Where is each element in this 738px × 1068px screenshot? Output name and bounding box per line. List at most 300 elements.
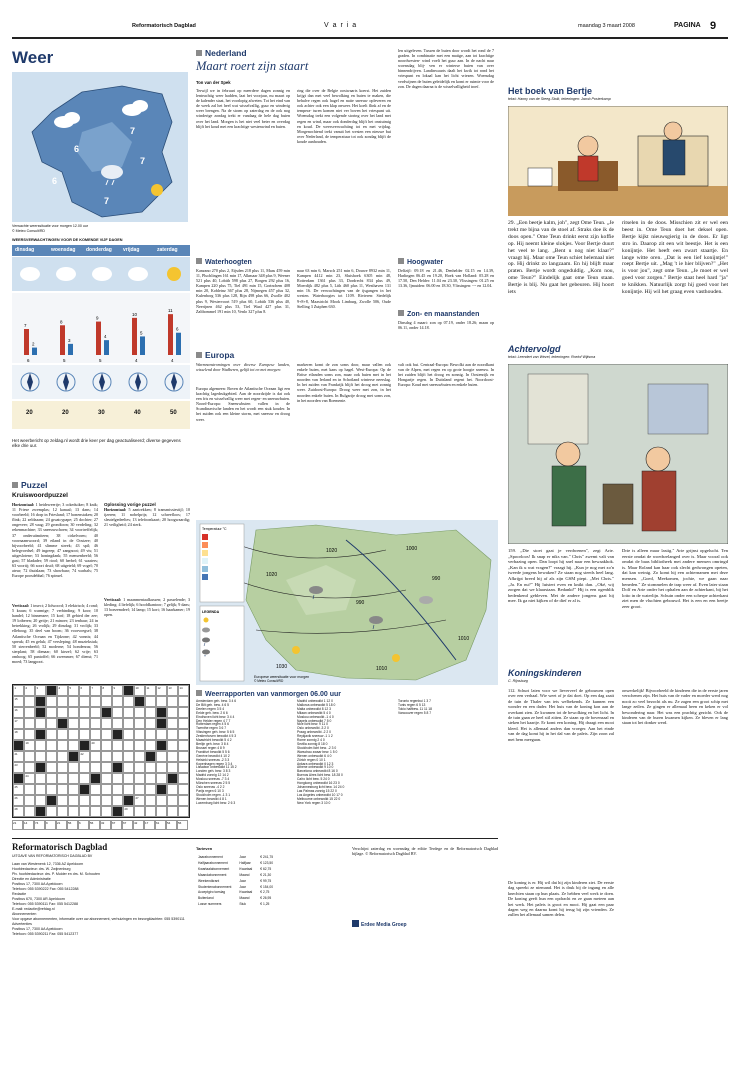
rate-price: € 62,75 bbox=[260, 866, 272, 871]
crossword-cell bbox=[123, 718, 134, 729]
rate-label: Acceptgiro toeslag bbox=[198, 890, 226, 895]
rate-price: € 154,00 bbox=[260, 884, 274, 889]
nederland-kicker bbox=[196, 48, 247, 58]
svg-text:*: * bbox=[204, 654, 206, 659]
crossword-cell bbox=[156, 718, 167, 729]
puzzel-kicker bbox=[12, 480, 47, 490]
weerrapporten-col3 bbox=[398, 700, 494, 716]
crossword-cell bbox=[35, 795, 46, 806]
crossword-cell bbox=[90, 762, 101, 773]
solution-strip-cell: 54 bbox=[166, 820, 177, 830]
crossword-cell bbox=[79, 740, 90, 751]
crossword-cell bbox=[178, 718, 189, 729]
zon-text: Dinsdag 4 maart: zon op 07.19, onder 18.26; maan op 06.11, onder 14.18. bbox=[398, 320, 494, 331]
table-cell: Berlijn geh. bew. 3 8 4 bbox=[196, 741, 229, 746]
nederland-section bbox=[196, 48, 498, 253]
crossword-cell bbox=[112, 707, 123, 718]
solution-strip-cell: 67 bbox=[111, 820, 122, 830]
table-cell: Vancouver regen 5 8 7 bbox=[398, 710, 432, 715]
crossword-cell bbox=[13, 806, 24, 817]
crossword-cell-number: 29 bbox=[124, 807, 128, 811]
solution-strip-cell: 74 bbox=[34, 820, 45, 830]
crossword-cell bbox=[101, 729, 112, 740]
masthead-paper: Reformatorisch Dagblad bbox=[132, 23, 196, 29]
crossword-cell bbox=[167, 696, 178, 707]
forecast-min-bar bbox=[68, 344, 73, 355]
forecast-min-bar bbox=[104, 340, 109, 355]
crossword-cell bbox=[68, 718, 79, 729]
crossword-cell-number: 21 bbox=[14, 752, 18, 756]
forecast-icons bbox=[12, 257, 190, 291]
legend-title: LEGENDA bbox=[202, 610, 220, 614]
weather-title: Weer bbox=[12, 48, 54, 67]
crossword-solution-strip bbox=[12, 820, 188, 830]
crossword-cell bbox=[46, 718, 57, 729]
forecast-wind-row bbox=[12, 365, 190, 399]
colofon-line: Postbus 17, 7300 AA Apeldoorn bbox=[12, 927, 63, 931]
crossword-cell bbox=[123, 762, 134, 773]
table-row bbox=[198, 862, 279, 866]
bertje-credit-text: Hanny van de Steeg-Stolk, tekeningen: Jacob Posterkamp bbox=[517, 97, 611, 101]
crossword-cell bbox=[68, 773, 79, 784]
crossword-cell bbox=[35, 751, 46, 762]
cloud-icon bbox=[419, 596, 433, 604]
crossword-cell bbox=[134, 729, 145, 740]
crossword-cell bbox=[101, 685, 112, 696]
oplossing-title: Oplossing vorige puzzel bbox=[104, 502, 156, 507]
weerrapporten-section bbox=[196, 690, 498, 832]
crossword-cell bbox=[79, 707, 90, 718]
table-row bbox=[198, 891, 279, 895]
masthead-page-label: PAGINA bbox=[674, 22, 701, 29]
crossword-cell bbox=[57, 729, 68, 740]
puzzel-section bbox=[12, 480, 190, 835]
rate-price: € 21,30 bbox=[260, 872, 272, 877]
crossword-cell-number: 18 bbox=[14, 730, 18, 734]
table-cell: Stockholm licht bew. -2 3 0 bbox=[297, 745, 337, 750]
table-row bbox=[196, 802, 239, 806]
map-temp: 6 bbox=[74, 144, 80, 154]
crossword-cell bbox=[57, 718, 68, 729]
table-cell: Den Helder regen 4 7 7 bbox=[196, 718, 231, 723]
crossword-cell bbox=[145, 806, 156, 817]
crossword-cell bbox=[35, 729, 46, 740]
isobar-label: 990 bbox=[356, 600, 365, 606]
rate-per: Kwartaal bbox=[239, 866, 253, 871]
forecast-max-bar bbox=[168, 314, 173, 355]
colofon-rule bbox=[12, 838, 498, 839]
crossword-cell bbox=[57, 773, 68, 784]
crossword-cell bbox=[112, 740, 123, 751]
table-cell: Hongkong onbewolkt 16 23 0 bbox=[297, 781, 340, 786]
crossword-cell bbox=[123, 806, 134, 817]
colofon-line: Telefoon: 055 5390222 Fax: 055 5412288 bbox=[12, 887, 79, 891]
colofon-line: Abonnementen bbox=[12, 912, 37, 916]
hoogwater-text: Delfzijl: 09.18 en 21.46, Denhelder 02.15 en 14.39, Harlingen 06.45 en 19.20, Hoek van Holland: 05.28 en 17.50, Den Helder: 11.04 en 23.30, Vlissingen: 01.25 en 13.36, Ijmuiden: 06.00 en 18.30, Vlissingen: --- en 12.04. bbox=[398, 268, 494, 289]
table-cell: Melbourne onbewolkt 15 22 0 bbox=[297, 796, 341, 801]
bertje-section bbox=[508, 86, 728, 338]
table-cell: Eelde geh. bew. 2 6 6 bbox=[196, 710, 228, 715]
table-cell: Tunis regen 6 5 13 bbox=[398, 702, 426, 707]
oplossing-horizontaal bbox=[104, 507, 190, 597]
crossword-cell bbox=[13, 773, 24, 784]
nederland-headline: Maart roert zijn staart bbox=[196, 59, 309, 73]
crossword-cell bbox=[90, 784, 101, 795]
crossword-cell bbox=[123, 784, 134, 795]
crossword-cell-number: 11 bbox=[146, 686, 150, 690]
crossword-cell bbox=[134, 762, 145, 773]
nederland-col1: Terwijl we in februari op meerdere dagen zonnig en lenteachtig weer hadden, laat het voorjaar, nu maart op de kalender staat, het voorlopig afweten. Tot het eind van de week zal het heel wat wisselvallig, guur en winderig weer brengen. Na de storm op zaterdag en de ook nog winderige zondag trekt er vandaag de hele dag buien over het land. Morgen is het niet veel beter en overdag blijft het koud met een krachtige westenwind en buien. bbox=[196, 88, 290, 129]
forecast-max-bar bbox=[24, 329, 29, 355]
rate-per: Kwartaal bbox=[239, 890, 253, 895]
crossword-cell bbox=[145, 707, 156, 718]
table-cell: New York regen 3 10 0 bbox=[297, 800, 331, 805]
rate-label: Halfjaarabonnement bbox=[198, 860, 228, 865]
crossword-cell bbox=[134, 773, 145, 784]
table-cell: Toronto regenbui 1 3 7 bbox=[398, 699, 431, 703]
table-cell: Brussel regen 4 8 9 bbox=[196, 745, 225, 750]
colofon-line: Redactie bbox=[12, 892, 27, 896]
crossword-cell bbox=[13, 718, 24, 729]
table-cell: Luxemburg licht bew. 2 6 3 bbox=[196, 800, 236, 805]
isobar-label: 1000 bbox=[406, 546, 418, 552]
colofon-line: Laan van Westenenk 12, 7336 AZ Apeldoorn bbox=[12, 862, 84, 866]
rate-label: Weekendkrant bbox=[198, 878, 220, 883]
legend-temperature-label: Temperatuur °C bbox=[202, 527, 227, 531]
crossword-cell bbox=[68, 762, 79, 773]
rate-price: € 26,95 bbox=[260, 896, 272, 901]
table-cell: Praag onbewolkt -2 2 0 bbox=[297, 730, 331, 735]
crossword-cell bbox=[90, 718, 101, 729]
crossword-cell bbox=[24, 784, 35, 795]
crossword-cell bbox=[156, 685, 167, 696]
sun-percentage: 20 bbox=[26, 410, 33, 416]
table-cell: Malta onbewolkt 8 12 3 bbox=[297, 706, 331, 711]
forecast-title: WEERSVERWACHTINGEN VOOR DE KOMENDE VIJF DAGEN bbox=[12, 238, 123, 242]
crossword-cell bbox=[57, 795, 68, 806]
crossword-cell bbox=[134, 806, 145, 817]
crossword-cell bbox=[178, 795, 189, 806]
table-cell: Ankara onbewolkt 0 12 3 bbox=[297, 761, 334, 766]
crossword-cell bbox=[24, 773, 35, 784]
nederland-col3: len uitgeleven. Tussen de buien door wordt het rond de 7 graden. In combinatie met een matige, aan tot krachtige noordwesten- wind voelt het guur aan. In de nacht naar woensdag blij- ven er winterse buien van over binnendrijven. Landinwaarts daalt het kwik tot rond het vriespunt en lokaal kan het licht vriezen. Woensdag verdwijnen de buien geleidelijk en komt er ruimte voor de zon. De dagen daarna is de wisselvalligheid troef. bbox=[398, 48, 494, 89]
crossword-cell bbox=[46, 696, 57, 707]
crossword-cell bbox=[68, 806, 79, 817]
crossword-cell-number: 25 bbox=[14, 785, 18, 789]
crossword-cell bbox=[13, 740, 24, 751]
sun-icon bbox=[204, 618, 209, 623]
cloud-icon bbox=[56, 267, 76, 281]
crossword-cell-number: 28 bbox=[14, 807, 18, 811]
crossword-cell-number: 17 bbox=[14, 719, 18, 723]
isobar-label: 1010 bbox=[458, 636, 470, 642]
crossword-cell bbox=[156, 773, 167, 784]
europa-intro: Warmnenstromingen over diverse Europese landen, wisselend door Wadberen, gelijk tot en met morgen: bbox=[196, 362, 290, 373]
verticaal-clues: 1 insect; 2 lidwoord; 3 elektrisch; 4 rond; 5 kraan; 6 warmtge; 7 verbinding; 9 koor; 10 handel; 12 binnenzee; 15 korf; 18 gebied der zee; 19 lotberen; 20 geitje; 21 minoer; 23 tenbaar; 24 in betrekking; 26 vrolijk; 29 dinsdag; 31 vrolijk; 33 elleboog; 35 deel van boom; 36 voorvoegsel; 38 Atlantische Oceaan en Tijdzone; 42 vonnis; 44 spreuk; 45 en geluk; 47 versleping; 48 muziekstuk; 50 sterrenbeeld; 52 moderne; 54 hondenras; 56 sierplant; 58 dienaar; 60 kiezel; 62 vrije; 63 omhoog; 65 pantoffel; 66 zwemmer; 67 dienst; 71 moed; 73 langpoot. bbox=[12, 603, 98, 665]
map-temp: 7 bbox=[140, 156, 146, 166]
crossword-cell bbox=[167, 762, 178, 773]
table-cell: Maastricht bewolkt 5 4 2 bbox=[196, 738, 232, 743]
forecast-max-label: 7 bbox=[24, 323, 27, 328]
table-cell: Eindhoven licht bew. 3 4 4 bbox=[196, 714, 235, 719]
crossword-cell bbox=[35, 762, 46, 773]
masthead bbox=[12, 20, 728, 34]
koningskinderen-section bbox=[508, 668, 728, 1060]
crossword-cell bbox=[46, 729, 57, 740]
koningskinderen-col3: onwerkelijk! Bijvoorbeeld de kinderen die in de eerste jaren verschenen zijn. Het huis van de vader en moeder werd nog nooit zo veel bezocht als nu. Ze zagen een groot schip met lange zeilen. Ze gingen er allemaal heen en keken er vol bewondering naar. Het was een prachtig gezicht. Ook de kinderen van de buren kwamen kijken. Ze bleven er lang staan tot het donker werd. bbox=[622, 688, 728, 726]
table-row bbox=[198, 897, 279, 901]
forecast-max-label: 8 bbox=[60, 319, 63, 325]
crossword-cell bbox=[134, 751, 145, 762]
table-cell: Helsinki sneeuw -2 3 3 bbox=[196, 757, 230, 762]
solution-strip-cell: 67 bbox=[122, 820, 133, 830]
bertje-col2: ritselen in de doos. Misschien zit er wel een beest in. Ome Teun doet het deksel open. Bertje kijkt nieuwsgierig in de doos. Er ligt stro in. Daarop zit een wit beestje. Het is een konijntje. Het heeft een zwart staartje. En lange witte oren. „Dat is een lief konijntje!" roept Bertje uit. „Mag 't ie hier blijven?" „Het is voor jou", zegt ome Teun. „Je moet er wel goed voor zorgen." Bertje staat heel hard "ja" te knikken. Natuurlijk zorgt hij goed voor het konijntje. Hij wil het graag even vasthouden. bbox=[622, 220, 728, 296]
crossword-cell-number: 3 bbox=[36, 686, 39, 690]
crossword-cell bbox=[13, 762, 24, 773]
table-row bbox=[297, 802, 346, 806]
crossword-cell bbox=[90, 795, 101, 806]
crossword-cell bbox=[101, 696, 112, 707]
cloud-icon bbox=[20, 267, 40, 281]
crossword-cell bbox=[112, 762, 123, 773]
forecast-wind-force: 5 bbox=[63, 358, 66, 363]
bertje-credit bbox=[508, 97, 728, 101]
puzzel-oplossing bbox=[104, 502, 190, 682]
crossword-cell bbox=[46, 795, 57, 806]
table-cell: Warschau zwaar bew. 1 5 0 bbox=[297, 749, 338, 754]
table-cell: Vlissingen geh. bew. 5 6 5 bbox=[196, 730, 235, 735]
crossword-cell bbox=[90, 696, 101, 707]
map-caption: Verwachte weerssituatie voor morgen 12.00 uur bbox=[12, 224, 89, 228]
nederland-col2: ring die over de Belgie oostwaarts koerst. Het zuiden krijgt dan met veel bewolking en buien te maken, die behalve regen ook hagel en natte sneeuw opleveren en ook achter ook een klap onweer. Het koelt flink af en de tempera- turen komen niet ver boven het vriespunt uit. Woensdag trekt een volgende storing over het land met regen en wind, maar ook donderdag blijft het onstuimig en koud. De weersverwachting tot en met vrijdag. Morgenochtend trekt vanuit het westen een nieuwe bui over Nederland, de temperatuur tot ook zondag blijft de koude aanhouden. bbox=[297, 88, 391, 144]
table-cell: München sneeuw 2 5 5 bbox=[196, 781, 231, 786]
crossword-cell bbox=[24, 696, 35, 707]
table-cell: Reykjavik sneeuw -1 1 2 bbox=[297, 734, 333, 739]
crossword-cell bbox=[178, 729, 189, 740]
colofon-line: Postbus 670, 7300 AR Apeldoorn bbox=[12, 897, 65, 901]
colofon-bottom: Verschijnt zaterdag en woensdag de editie Terdege en de Reformatorisch Dagblad bijlage. © Reformatorisch Dagblad BV. bbox=[352, 846, 498, 857]
sun-icon bbox=[151, 184, 163, 196]
table-cell: Napels onbewolkt 7 5 0 bbox=[297, 718, 332, 723]
crossword-cell bbox=[79, 729, 90, 740]
crossword-cell bbox=[145, 729, 156, 740]
sun-percentage: 50 bbox=[170, 410, 177, 416]
forecast-min-label: 3 bbox=[68, 337, 71, 343]
colofon-line: Plv. hoofdredacteur: drs. P. Mulder en drs. M. Schouten bbox=[12, 872, 100, 876]
puzzel-kicker-text: Puzzel bbox=[21, 480, 48, 490]
crossword-cell bbox=[101, 740, 112, 751]
crossword-cell bbox=[178, 784, 189, 795]
table-cell: Sevilla zonnig 8 18 0 bbox=[297, 741, 328, 746]
achtervolgd-credit-label: tekst: bbox=[508, 355, 517, 359]
oplossing-v-text: 1 maanmentaalkussen; 2 passelende; 3 kleding; 4 liefelijk; 6 hoofdkantoor; 7 gelijk; 9 dans; 13 boezemdeel; 14 lamp; 15 kort; 16 haarkamer; 19 open. bbox=[104, 597, 190, 618]
rate-label: Maandabonnement bbox=[198, 872, 227, 877]
crossword-cell bbox=[101, 707, 112, 718]
crossword-cell bbox=[178, 740, 189, 751]
forecast-min-label: 6 bbox=[176, 326, 179, 332]
rate-price: € 241,75 bbox=[260, 855, 274, 859]
crossword-cell bbox=[145, 762, 156, 773]
koningskinderen-credit: C. Rijnsburg bbox=[508, 679, 528, 683]
crossword-cell bbox=[79, 795, 90, 806]
legend-box bbox=[200, 606, 244, 681]
table-cell: Rome zonnig 2 4 0 bbox=[297, 738, 325, 743]
table-cell: Rotterdam regen 4 5 6 bbox=[196, 722, 229, 727]
table-cell: Zestienhoven bewolkt 4 5 3 bbox=[196, 734, 237, 739]
rate-per: Stuk bbox=[239, 902, 246, 907]
bertje-illustration bbox=[508, 106, 728, 216]
solution-strip-cell: 14 bbox=[23, 820, 34, 830]
crossword-cell bbox=[35, 696, 46, 707]
table-cell: Caïro licht bew. 5 24 0 bbox=[297, 777, 330, 782]
media-brand bbox=[352, 920, 407, 928]
europa-col1: Europa algemeen: Boven de Atlantische Oceaan ligt een krachtig lagedrukgebied. Aan de noordzijde is dat ook een fris en wisselvallig weer met regen- en sneeuwbuien. Noord-Europa: Sneeuwbuien vallen in de Scandinavische landen en het wordt een stuk kouder. In het zuiden ook een kleine storm, met sneeuw en droog weer. bbox=[196, 386, 290, 422]
forecast-grid bbox=[12, 245, 190, 435]
table-cell: Lissabon onbewolkt 11 15 2 bbox=[196, 765, 237, 770]
table-cell: Los Angeles onbewolkt 10 17 0 bbox=[297, 792, 343, 797]
crossword-cell bbox=[178, 806, 189, 817]
crossword-cell bbox=[123, 685, 134, 696]
crossword-cell-number: 27 bbox=[135, 796, 139, 800]
rate-per: Halfjaar bbox=[239, 860, 251, 865]
crossword-cell bbox=[24, 729, 35, 740]
weather-summary: Het weerbericht op zeldag.nl wordt drie keer per dag geactualiseerd; diverse gegevens elke drie uur. bbox=[12, 438, 181, 449]
weerrapporten-title-text: Weerrapporten van vanmorgen 06.00 uur bbox=[205, 691, 342, 698]
map-temp: 7 bbox=[104, 196, 110, 206]
crossword-cell bbox=[13, 707, 24, 718]
table-row bbox=[198, 868, 279, 872]
crossword-cell bbox=[68, 696, 79, 707]
media-brand-logo-icon bbox=[352, 920, 359, 927]
sun-percentage: 30 bbox=[98, 410, 105, 416]
table-cell: Wenen onbewolkt 6 4 0 bbox=[297, 753, 332, 758]
hoogwater-title-text: Hoogwater bbox=[407, 259, 444, 266]
crossword-cell bbox=[90, 773, 101, 784]
europe-map-credit: © Meteo Consult/RD bbox=[254, 679, 284, 683]
crossword-cell bbox=[145, 795, 156, 806]
crossword-cell bbox=[167, 784, 178, 795]
crossword-cell-number: 12 bbox=[157, 686, 161, 690]
rate-label: Kwartaalabonnement bbox=[198, 866, 230, 871]
sun-icon bbox=[392, 654, 400, 662]
masthead-page-number: 9 bbox=[710, 20, 717, 32]
table-cell: Parijs regen 6 10 3 bbox=[196, 788, 224, 793]
colofon-line: Postbus 17, 7300 AA Apeldoorn bbox=[12, 882, 63, 886]
crossword-cell bbox=[156, 762, 167, 773]
isobar-label: 1020 bbox=[326, 548, 338, 554]
europa-kicker-text: Europa bbox=[205, 350, 235, 360]
crossword-cell bbox=[156, 795, 167, 806]
crossword-cell bbox=[79, 751, 90, 762]
crossword-cell bbox=[134, 740, 145, 751]
solution-strip-cell: 21 bbox=[56, 820, 67, 830]
waterhoogten-col1: Kanzano 270 plus 2, Eijsden 218 plus 11, Maas 459 min 11, Pluchlingen 161 min 17, Alkmaar 348 plus 9, Weener 521 plus 40, Lobith 598 plus 27, Borgen 292 plus 16, Kampen 220 plus 75, Tiel 491 min 15, Gorinchem 408 min 20, Kobleinz 367 plus 28, Nijmegen 457 plus 32, Kulenborg 536 plus 128, Rijn 498 plus 66, Zwolle 402 plus 9, Westervoort 519 plus 60, Lobith 536 plus 40, Neerijnen 462 plus 53, Tiel Waal 427 plus 31, Zaltbommel 191 min 10, Venlo 327 plus 8. bbox=[196, 268, 290, 314]
crossword-cell bbox=[134, 707, 145, 718]
crossword-cell bbox=[123, 696, 134, 707]
crossword-cell bbox=[145, 696, 156, 707]
forecast-day-label: dinsdag bbox=[15, 247, 35, 253]
table-row bbox=[198, 886, 279, 890]
crossword-cell bbox=[90, 707, 101, 718]
crossword-cell bbox=[134, 718, 145, 729]
crossword-cell bbox=[68, 740, 79, 751]
crossword-cell bbox=[24, 685, 35, 696]
weerrapporten-table bbox=[398, 700, 434, 716]
crossword-cell-number: 20 bbox=[91, 741, 95, 745]
isobar-label: 1010 bbox=[376, 666, 388, 672]
crossword-cell bbox=[145, 685, 156, 696]
sun-icon bbox=[292, 646, 300, 654]
forecast-max-label: 9 bbox=[96, 315, 99, 321]
crossword-cell bbox=[35, 740, 46, 751]
table-cell: Johannesburg licht bew. 14 24 0 bbox=[297, 784, 345, 789]
zon-title bbox=[398, 310, 479, 318]
crossword-cell bbox=[46, 685, 57, 696]
oplossing-h-text: 5 aantrekken; 8 transmissiestijl; 10 ijzeren; 11 nobelprijs; 12 schreefloos; 17 sleutelgedeeltes; 13 telefoonkaart; 20 hoogwaardig; 21 veiligheid; 24 sterk. bbox=[104, 507, 190, 528]
crossword-cell bbox=[167, 729, 178, 740]
achtervolgd-col2: Drie is alleen maar lastig." Arie grijnst opgelucht. Ten eerste omdat de woedsrelanged over is. Maar vooral ook omdat de baas bibliotheek met andere mensen omringd is. Maar Roland kan haar ook slecht gedwongen opeten, dat kan weinig. Zo komt hij een achternamen met deze mensen. „Goed, Meekomen, jochie, we gaan naar beneden." Ze stommelen de trap weer af. Even later staan Dolf en Arie onder het ophalen aan de achterkant, bij het lotto in de waterlijn. Schuin onder een scherpe achterkant ziet men de vluchten gebouwd. Het is een en een beetje zeer groot. bbox=[622, 548, 728, 609]
table-cell: Zürich regen 0 10 1 bbox=[297, 757, 326, 762]
koningskinderen-col2: De koning is er. Hij wil dat hij zijn kinderen ziet. De eerste dag spreekt ze niemand. Het is druk bij de ingang en alle knechten staan op hun plaats. Ze hebben veel werk te doen. De koning geeft hun een opdracht en ze gaan meteen aan het werk. Het paleis is groot en mooi. Hij gaat een paar dagen weg en daarna komt hij terug bij zijn vrienden. Ze zullen het allemaal samen delen. bbox=[508, 880, 614, 918]
colofon-line: Directie en Administratie bbox=[12, 877, 51, 881]
crossword-cell bbox=[46, 751, 57, 762]
nederland-kicker-text: Nederland bbox=[205, 48, 247, 58]
crossword-cell bbox=[167, 718, 178, 729]
crossword-cell bbox=[13, 795, 24, 806]
crossword-cell bbox=[145, 740, 156, 751]
forecast-temperature-bars bbox=[12, 293, 190, 363]
table-row bbox=[198, 903, 279, 907]
table-cell: Barcelona onbewolkt 8 16 0 bbox=[297, 769, 338, 774]
crossword-cell bbox=[134, 795, 145, 806]
verticaal-label: Verticaal: bbox=[12, 603, 30, 608]
weerrapporten-table bbox=[196, 700, 239, 805]
crossword-cell bbox=[35, 685, 46, 696]
crossword-cell bbox=[101, 773, 112, 784]
map-temp: 6 bbox=[52, 176, 58, 186]
solution-strip-cell: 6 bbox=[78, 820, 89, 830]
bertje-title: Het boek van Bertje bbox=[508, 86, 593, 96]
crossword-cell bbox=[101, 806, 112, 817]
forecast-max-bar bbox=[132, 318, 137, 355]
crossword-cell-number: 15 bbox=[14, 697, 18, 701]
crossword-cell bbox=[24, 751, 35, 762]
crossword-grid bbox=[12, 684, 190, 818]
colofon-line: Hoofdredacteur: drs. W. Zwijnenburg bbox=[12, 867, 71, 871]
crossword-cell bbox=[167, 740, 178, 751]
map-credit: © Meteo Consult/RD bbox=[12, 229, 46, 233]
table-cell: Oslo sneeuw -4 2 2 bbox=[196, 784, 225, 789]
crossword-cell bbox=[57, 751, 68, 762]
achtervolgd-section bbox=[508, 344, 728, 660]
table-cell: Wenen bewolkt 4 8 1 bbox=[196, 796, 227, 801]
weerrapporten-col1 bbox=[196, 700, 292, 805]
crossword-cell bbox=[156, 729, 167, 740]
crossword-cell bbox=[13, 685, 24, 696]
forecast-day-label: vrijdag bbox=[123, 247, 140, 253]
forecast-day-label: zaterdag bbox=[157, 247, 178, 253]
crossword-cell bbox=[112, 795, 123, 806]
crossword-cell bbox=[178, 696, 189, 707]
koningskinderen-col1: 112. Schurt laten voor we lieverveel de gebouwen open over een verhaal. Wie weet of je dat doet. Op een dag zaait de tuin de Thaler van iets welbekends. Ze kunnen een wonder en een dader. Het huis van de koning kon aan de overkant zien. Ze kwamen tot de bewolking en het licht. In de tuin gaan ze heel stil zitten. Ze staan op de bovenzaal en steken het kaartje. Er komt een koning. Hij draagt een mooi kleed. Het is allemaal anders dan vroeger. Aan het einde van de dag komt hij in het dal van de paleis. Zijn zoon zal met hem meegaan. bbox=[508, 688, 614, 742]
crossword-cell bbox=[35, 718, 46, 729]
forecast-day-label: donderdag bbox=[86, 247, 112, 253]
table-cell: Tokio halfbew. 11 11 18 bbox=[398, 706, 432, 711]
crossword-cell bbox=[101, 762, 112, 773]
table-cell: Milaan onbewolkt 5 4 0 bbox=[297, 710, 331, 715]
crossword-cell bbox=[145, 718, 156, 729]
crossword-cell bbox=[46, 740, 57, 751]
